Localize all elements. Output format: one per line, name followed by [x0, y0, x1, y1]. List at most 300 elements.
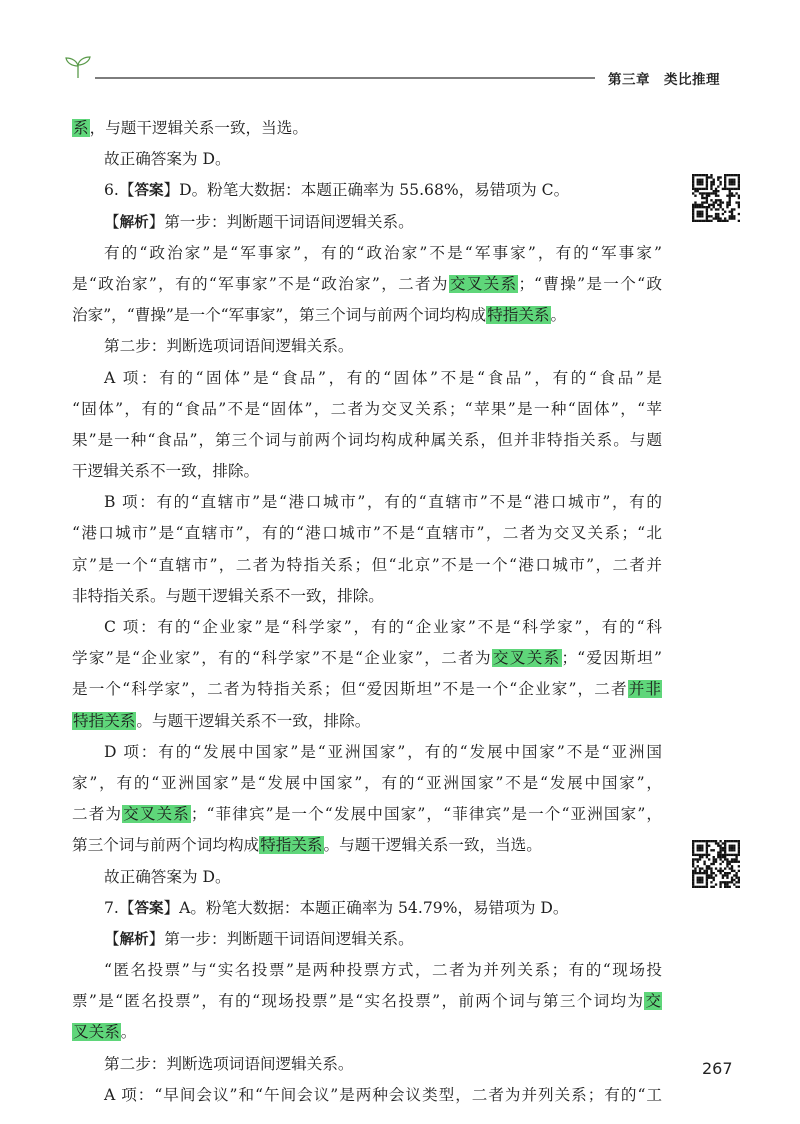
qr-module [701, 872, 703, 874]
qr-module [701, 867, 703, 869]
qr-module [713, 183, 715, 185]
qr-module [724, 840, 726, 842]
qr-module [717, 851, 719, 853]
qr-module [733, 879, 735, 881]
qr-module [699, 183, 701, 185]
qr-module [733, 188, 735, 190]
qr-module [692, 840, 694, 842]
sprout-icon [64, 56, 92, 80]
qr-module [722, 877, 724, 879]
qr-module [722, 201, 724, 203]
qr-module [731, 867, 733, 869]
highlight: 系 [73, 119, 89, 137]
qr-module [697, 213, 699, 215]
qr-module [699, 220, 701, 222]
qr-module [729, 181, 731, 183]
qr-module [692, 847, 694, 849]
qr-module [699, 854, 701, 856]
qr-module [726, 201, 728, 203]
qr-module [697, 879, 699, 881]
qr-module [738, 185, 740, 187]
qr-module [701, 220, 703, 222]
text-line: 特指关系。与题干逻辑关系不一致，排除。 [73, 711, 371, 730]
qr-module [701, 215, 703, 217]
qr-module [706, 179, 708, 181]
qr-module [703, 197, 705, 199]
qr-module [703, 863, 705, 865]
qr-module [694, 854, 696, 856]
qr-module [713, 190, 715, 192]
qr-module [726, 174, 728, 176]
qr-module [706, 865, 708, 867]
qr-module [738, 206, 740, 208]
qr-module [735, 886, 737, 888]
qr-module [697, 877, 699, 879]
qr-module [706, 874, 708, 876]
qr-module [697, 204, 699, 206]
qr-module [697, 845, 699, 847]
qr-module [699, 881, 701, 883]
qr-module [722, 847, 724, 849]
qr-module [733, 858, 735, 860]
qr-module [733, 861, 735, 863]
qr-module [717, 215, 719, 217]
qr-module [713, 858, 715, 860]
qr-module [697, 179, 699, 181]
qr-module [706, 845, 708, 847]
qr-module [719, 183, 721, 185]
text-line: “匿名投票”与“实名投票”是两种投票方式，二者为并列关系；有的“现场投 [104, 961, 662, 980]
qr-module [713, 840, 715, 842]
qr-module [697, 220, 699, 222]
qr-module [729, 192, 731, 194]
qr-module [729, 197, 731, 199]
qr-module [738, 188, 740, 190]
qr-module [694, 870, 696, 872]
qr-module [697, 174, 699, 176]
qr-module [726, 863, 728, 865]
qr-module [699, 215, 701, 217]
qr-module [699, 840, 701, 842]
qr-module [701, 886, 703, 888]
qr-module [738, 845, 740, 847]
qr-module [697, 211, 699, 213]
qr-module [692, 858, 694, 860]
qr-module [722, 854, 724, 856]
qr-module [710, 208, 712, 210]
text-line: 第二步：判断选项词语间逻辑关系。 [104, 1054, 354, 1073]
qr-module [692, 842, 694, 844]
qr-module [699, 181, 701, 183]
answer-label: 答案 [134, 183, 164, 200]
qr-module [710, 872, 712, 874]
qr-module [724, 183, 726, 185]
qr-module [701, 181, 703, 183]
qr-module [699, 849, 701, 851]
qr-module [708, 845, 710, 847]
answer-line: 7.【答案】A。粉笔大数据：本题正确率为 54.79%，易错项为 D。 [104, 898, 569, 917]
qr-module [715, 208, 717, 210]
qr-module [738, 881, 740, 883]
qr-module [717, 213, 719, 215]
qr-module [738, 851, 740, 853]
qr-module [729, 195, 731, 197]
qr-module [719, 845, 721, 847]
qr-module [715, 861, 717, 863]
qr-module [726, 861, 728, 863]
text-line: 家”，有的“亚洲国家”是“发展中国家”，有的“亚洲国家”不是“发展中国家”， [72, 773, 662, 792]
qr-module [692, 208, 694, 210]
qr-module [706, 199, 708, 201]
qr-module [692, 872, 694, 874]
qr-module [726, 206, 728, 208]
qr-module [701, 195, 703, 197]
qr-module [729, 190, 731, 192]
qr-module [717, 199, 719, 201]
qr-module [719, 840, 721, 842]
qr-module [731, 840, 733, 842]
qr-module [692, 845, 694, 847]
qr-module [724, 181, 726, 183]
qr-module [722, 874, 724, 876]
qr-module [692, 849, 694, 851]
qr-module [701, 188, 703, 190]
qr-module [697, 865, 699, 867]
qr-module [706, 877, 708, 879]
qr-module [710, 840, 712, 842]
text-line: 系，与题干逻辑关系一致，当选。 [73, 119, 308, 137]
qr-module [701, 192, 703, 194]
qr-module [731, 217, 733, 219]
qr-module [710, 176, 712, 178]
qr-module [703, 840, 705, 842]
qr-module [699, 858, 701, 860]
qr-module [692, 217, 694, 219]
qr-module [692, 206, 694, 208]
qr-module [699, 845, 701, 847]
qr-module [733, 215, 735, 217]
qr-module [735, 192, 737, 194]
qr-module [735, 872, 737, 874]
qr-module [715, 215, 717, 217]
qr-module [701, 879, 703, 881]
qr-module [724, 220, 726, 222]
qr-module [731, 877, 733, 879]
qr-module [729, 847, 731, 849]
qr-module [710, 188, 712, 190]
qr-module [697, 861, 699, 863]
qr-module [729, 174, 731, 176]
qr-module [715, 201, 717, 203]
qr-module [703, 174, 705, 176]
qr-module [726, 877, 728, 879]
qr-module [706, 188, 708, 190]
qr-module [724, 188, 726, 190]
qr-module [738, 183, 740, 185]
qr-module [713, 192, 715, 194]
qr-module [738, 204, 740, 206]
qr-module [710, 867, 712, 869]
qr-module [708, 865, 710, 867]
qr-module [699, 204, 701, 206]
qr-module [722, 870, 724, 872]
text-line: 有的“政治家”是“军事家”，有的“政治家”不是“军事家”，有的“军事家” [104, 243, 662, 262]
qr-module [699, 206, 701, 208]
qr-module [699, 213, 701, 215]
qr-module [731, 179, 733, 181]
qr-module [726, 840, 728, 842]
qr-module [729, 179, 731, 181]
qr-module [706, 215, 708, 217]
highlight: 特指关系 [487, 306, 550, 325]
qr-module [722, 213, 724, 215]
qr-module [692, 181, 694, 183]
qr-module [738, 879, 740, 881]
qr-module [724, 854, 726, 856]
qr-module [724, 217, 726, 219]
qr-module [729, 872, 731, 874]
highlight: 特指关系 [260, 836, 323, 855]
qr-module [726, 188, 728, 190]
qr-code-icon[interactable] [692, 174, 740, 222]
qr-module [719, 867, 721, 869]
qr-module [729, 854, 731, 856]
text-line: D 项：有的“发展中国家”是“亚洲国家”，有的“发展中国家”不是“亚洲国 [104, 742, 662, 761]
text-line: “固体”，有的“食品”不是“固体”，二者为交叉关系；“苹果”是一种“固体”，“苹 [72, 399, 662, 418]
qr-module [710, 874, 712, 876]
highlight: 交叉关系 [492, 649, 561, 668]
qr-module [703, 861, 705, 863]
chapter-number: 第三章 [608, 72, 650, 88]
qr-module [719, 854, 721, 856]
qr-module [697, 881, 699, 883]
qr-module [726, 195, 728, 197]
qr-module [724, 845, 726, 847]
qr-module [706, 842, 708, 844]
answer-line: 6.【答案】D。粉笔大数据：本题正确率为 55.68%，易错项为 C。 [104, 181, 570, 200]
qr-module [699, 867, 701, 869]
qr-module [724, 211, 726, 213]
qr-module [733, 854, 735, 856]
qr-module [722, 861, 724, 863]
qr-module [708, 195, 710, 197]
qr-module [738, 220, 740, 222]
qr-module [735, 840, 737, 842]
text-line: A 项：“早间会议”和“午间会议”是两种会议类型，二者为并列关系；有的“工 [104, 1085, 662, 1104]
qr-module [694, 206, 696, 208]
qr-module [717, 204, 719, 206]
qr-module [706, 870, 708, 872]
text-line: 果”是一种“食品”，第三个词与前两个词均构成种属关系，但并非特指关系。与题 [72, 430, 662, 449]
qr-module [692, 185, 694, 187]
qr-module [713, 181, 715, 183]
qr-module [713, 206, 715, 208]
qr-module [729, 881, 731, 883]
text-line: 叉关系。 [73, 1023, 137, 1042]
qr-module [726, 886, 728, 888]
qr-module [724, 185, 726, 187]
qr-module [715, 883, 717, 885]
qr-module [726, 874, 728, 876]
qr-module [692, 865, 694, 867]
qr-module [726, 220, 728, 222]
analysis-line: 【解析】第一步：判断题干词语间逻辑关系。 [104, 212, 414, 231]
qr-module [722, 188, 724, 190]
chapter-title: 类比推理 [664, 72, 720, 88]
qr-module [715, 213, 717, 215]
qr-module [719, 217, 721, 219]
qr-module [715, 217, 717, 219]
qr-module [697, 188, 699, 190]
qr-module [724, 883, 726, 885]
qr-module [699, 192, 701, 194]
qr-module [731, 845, 733, 847]
page-header [0, 0, 800, 100]
qr-module [719, 886, 721, 888]
qr-module [703, 220, 705, 222]
qr-module [724, 179, 726, 181]
analysis-line: 【解析】第一步：判断题干词语间逻辑关系。 [104, 929, 414, 948]
qr-module [724, 851, 726, 853]
qr-module [692, 881, 694, 883]
qr-module [694, 174, 696, 176]
header-rule [95, 77, 595, 79]
qr-module [692, 879, 694, 881]
qr-module [731, 183, 733, 185]
qr-module [701, 849, 703, 851]
qr-module [706, 220, 708, 222]
qr-module [719, 881, 721, 883]
qr-module [722, 208, 724, 210]
qr-module [697, 840, 699, 842]
qr-module [697, 858, 699, 860]
qr-module [729, 849, 731, 851]
qr-module [733, 883, 735, 885]
qr-module [719, 872, 721, 874]
qr-module [703, 872, 705, 874]
qr-module [706, 854, 708, 856]
qr-module [738, 176, 740, 178]
qr-module [722, 856, 724, 858]
qr-module [715, 195, 717, 197]
qr-module [713, 879, 715, 881]
qr-module [733, 181, 735, 183]
qr-module [735, 861, 737, 863]
qr-module [713, 856, 715, 858]
qr-module [719, 870, 721, 872]
qr-module [697, 849, 699, 851]
qr-module [710, 174, 712, 176]
qr-module [701, 211, 703, 213]
qr-module [701, 213, 703, 215]
qr-module [706, 867, 708, 869]
qr-module [692, 863, 694, 865]
qr-module [717, 854, 719, 856]
qr-module [724, 886, 726, 888]
qr-module [692, 213, 694, 215]
qr-module [697, 183, 699, 185]
qr-module [717, 220, 719, 222]
qr-module [719, 201, 721, 203]
qr-module [738, 197, 740, 199]
qr-module [697, 847, 699, 849]
qr-module [717, 208, 719, 210]
qr-module [710, 881, 712, 883]
qr-module [717, 842, 719, 844]
qr-module [738, 842, 740, 844]
qr-module [699, 188, 701, 190]
qr-module [733, 179, 735, 181]
qr-module [731, 847, 733, 849]
qr-module [701, 179, 703, 181]
qr-module [710, 220, 712, 222]
qr-code-icon[interactable] [692, 840, 740, 888]
qr-module [699, 856, 701, 858]
qr-module [729, 867, 731, 869]
page-body [72, 113, 662, 1111]
qr-module [733, 870, 735, 872]
qr-module [735, 874, 737, 876]
qr-module [726, 204, 728, 206]
qr-module [726, 858, 728, 860]
qr-module [731, 215, 733, 217]
qr-module [708, 858, 710, 860]
qr-module [703, 854, 705, 856]
qr-module [731, 213, 733, 215]
qr-module [710, 192, 712, 194]
qr-module [731, 858, 733, 860]
qr-module [708, 877, 710, 879]
qr-module [731, 188, 733, 190]
qr-module [719, 849, 721, 851]
qr-module [724, 874, 726, 876]
qr-module [738, 861, 740, 863]
qr-module [701, 204, 703, 206]
qr-module [708, 867, 710, 869]
qr-module [706, 886, 708, 888]
analysis-label: 解析 [119, 214, 149, 231]
chapter-heading [608, 68, 720, 88]
qr-module [717, 845, 719, 847]
qr-module [724, 858, 726, 860]
text-line: “港口城市”是“直辖市”，有的“港口城市”不是“直辖市”，二者为交叉关系；“北 [72, 524, 662, 543]
qr-module [729, 188, 731, 190]
qr-module [724, 174, 726, 176]
qr-module [708, 192, 710, 194]
qr-module [710, 215, 712, 217]
qr-module [738, 213, 740, 215]
qr-module [706, 847, 708, 849]
qr-module [724, 856, 726, 858]
qr-module [735, 858, 737, 860]
qr-module [692, 188, 694, 190]
qr-module [708, 854, 710, 856]
qr-module [699, 879, 701, 881]
qr-module [731, 854, 733, 856]
text-line: 故正确答案为 D。 [104, 867, 231, 886]
qr-module [697, 181, 699, 183]
qr-module [729, 863, 731, 865]
qr-module [733, 183, 735, 185]
qr-module [697, 872, 699, 874]
qr-module [701, 183, 703, 185]
qr-module [706, 195, 708, 197]
qr-module [694, 195, 696, 197]
qr-module [706, 197, 708, 199]
qr-module [692, 215, 694, 217]
qr-module [692, 861, 694, 863]
qr-module [692, 204, 694, 206]
